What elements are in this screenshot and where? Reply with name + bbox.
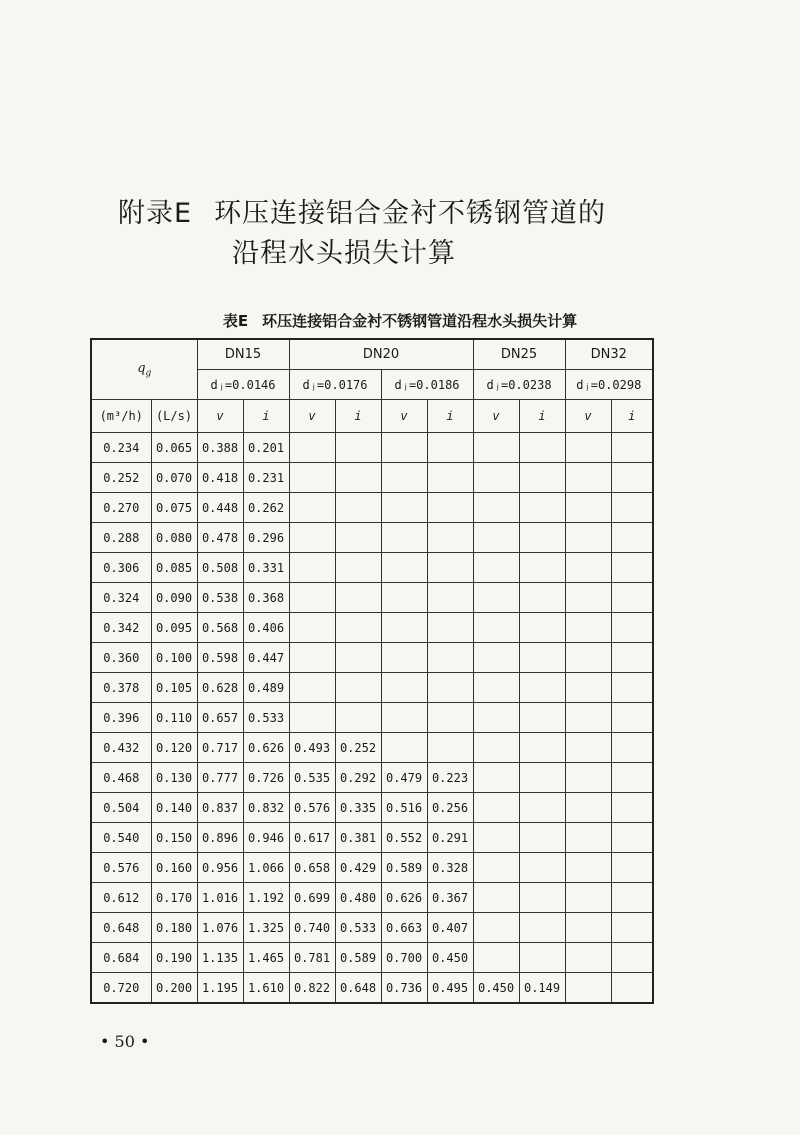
table-cell: 1.192 xyxy=(243,883,289,913)
table-cell: 0.130 xyxy=(151,763,197,793)
table-cell: 0.822 xyxy=(289,973,335,1004)
table-cell xyxy=(381,553,427,583)
table-cell xyxy=(611,673,653,703)
table-cell xyxy=(473,703,519,733)
table-cell: 0.480 xyxy=(335,883,381,913)
table-row xyxy=(91,493,653,523)
table-cell xyxy=(335,583,381,613)
table-cell: 0.717 xyxy=(197,733,243,763)
table-cell xyxy=(473,523,519,553)
table-cell xyxy=(565,493,611,523)
table-cell: 0.663 xyxy=(381,913,427,943)
table-row xyxy=(91,733,653,763)
table-cell xyxy=(335,523,381,553)
table-cell xyxy=(335,433,381,463)
table-cell: 0.617 xyxy=(289,823,335,853)
table-row xyxy=(91,943,653,973)
table-cell xyxy=(611,883,653,913)
table-cell xyxy=(611,793,653,823)
table-cell xyxy=(381,703,427,733)
header-row-groups xyxy=(91,339,653,370)
table-cell xyxy=(473,673,519,703)
table-cell xyxy=(289,463,335,493)
appendix-title xyxy=(118,196,606,273)
table-cell: 0.105 xyxy=(151,673,197,703)
table-cell xyxy=(565,793,611,823)
table-cell: 0.120 xyxy=(151,733,197,763)
table-cell: 0.170 xyxy=(151,883,197,913)
table-row xyxy=(91,793,653,823)
table-cell: 0.288 xyxy=(91,523,151,553)
col-v: v xyxy=(565,400,611,433)
table-cell: 0.396 xyxy=(91,703,151,733)
table-caption-label: 表E xyxy=(222,312,249,330)
table-cell xyxy=(565,433,611,463)
table-row xyxy=(91,433,653,463)
table-cell: 0.658 xyxy=(289,853,335,883)
table-cell xyxy=(473,493,519,523)
table-cell: 0.223 xyxy=(427,763,473,793)
table-cell: 0.508 xyxy=(197,553,243,583)
appendix-label: 附录E xyxy=(118,198,193,229)
header-row-units xyxy=(91,400,653,433)
table-cell xyxy=(381,433,427,463)
table-cell: 0.378 xyxy=(91,673,151,703)
table-cell: 0.568 xyxy=(197,613,243,643)
table-cell xyxy=(335,553,381,583)
table-cell xyxy=(381,613,427,643)
table-cell: 0.495 xyxy=(427,973,473,1004)
table-cell: 0.296 xyxy=(243,523,289,553)
table-cell: 0.231 xyxy=(243,463,289,493)
table-cell xyxy=(473,913,519,943)
table-cell: 1.076 xyxy=(197,913,243,943)
table-cell xyxy=(335,673,381,703)
table-cell: 0.700 xyxy=(381,943,427,973)
header-dn15: DN15 xyxy=(197,339,289,370)
table-cell xyxy=(519,853,565,883)
table-cell xyxy=(611,733,653,763)
table-cell xyxy=(519,673,565,703)
table-cell: 1.066 xyxy=(243,853,289,883)
table-caption-text: 环压连接铝合金衬不锈钢管道沿程水头损失计算 xyxy=(262,312,578,330)
table-cell: 0.368 xyxy=(243,583,289,613)
table-cell xyxy=(519,463,565,493)
table-cell: 1.135 xyxy=(197,943,243,973)
table-cell: 0.270 xyxy=(91,493,151,523)
table-cell: 0.432 xyxy=(91,733,151,763)
table-cell xyxy=(519,643,565,673)
table-cell: 1.610 xyxy=(243,973,289,1004)
table-cell: 0.576 xyxy=(91,853,151,883)
table-cell xyxy=(473,583,519,613)
table-cell xyxy=(611,823,653,853)
table-cell xyxy=(427,613,473,643)
table-cell: 0.589 xyxy=(335,943,381,973)
table-cell: 0.447 xyxy=(243,643,289,673)
table-cell: 0.388 xyxy=(197,433,243,463)
table-cell xyxy=(289,703,335,733)
table-cell xyxy=(381,673,427,703)
table-cell: 0.832 xyxy=(243,793,289,823)
table-cell xyxy=(335,493,381,523)
col-v: v xyxy=(473,400,519,433)
table-cell: 0.252 xyxy=(91,463,151,493)
table-cell: 0.489 xyxy=(243,673,289,703)
table-cell: 0.140 xyxy=(151,793,197,823)
table-cell xyxy=(519,883,565,913)
table-cell: 0.180 xyxy=(151,913,197,943)
table-cell xyxy=(565,973,611,1004)
table-cell xyxy=(611,853,653,883)
table-cell xyxy=(427,553,473,583)
table-cell: 0.292 xyxy=(335,763,381,793)
table-cell xyxy=(289,553,335,583)
table-cell: 0.493 xyxy=(289,733,335,763)
table-cell xyxy=(473,763,519,793)
table-cell: 0.504 xyxy=(91,793,151,823)
table-cell: 0.075 xyxy=(151,493,197,523)
table-cell: 0.407 xyxy=(427,913,473,943)
table-cell xyxy=(519,613,565,643)
table-cell xyxy=(289,643,335,673)
table-cell xyxy=(565,763,611,793)
table-cell: 0.956 xyxy=(197,853,243,883)
table-row xyxy=(91,763,653,793)
table-cell: 1.325 xyxy=(243,913,289,943)
table-cell: 0.150 xyxy=(151,823,197,853)
table-cell xyxy=(381,493,427,523)
table-row xyxy=(91,463,653,493)
table-cell: 0.533 xyxy=(243,703,289,733)
table-cell: 0.946 xyxy=(243,823,289,853)
table-cell: 0.736 xyxy=(381,973,427,1004)
diameter-dn20-b: dⱼ=0.0186 xyxy=(381,370,473,400)
page-number: • 50 • xyxy=(100,1032,150,1051)
table-row xyxy=(91,973,653,1004)
table-cell xyxy=(381,583,427,613)
table-cell: 0.684 xyxy=(91,943,151,973)
table-cell: 0.342 xyxy=(91,613,151,643)
table-row xyxy=(91,613,653,643)
table-row xyxy=(91,673,653,703)
table-cell xyxy=(565,463,611,493)
table-cell: 0.406 xyxy=(243,613,289,643)
table-cell: 0.535 xyxy=(289,763,335,793)
table-cell xyxy=(519,433,565,463)
table-cell: 0.360 xyxy=(91,643,151,673)
table-cell: 0.110 xyxy=(151,703,197,733)
table-cell xyxy=(611,973,653,1004)
table-cell: 0.256 xyxy=(427,793,473,823)
table-cell xyxy=(611,433,653,463)
table-cell xyxy=(565,943,611,973)
table-cell: 0.080 xyxy=(151,523,197,553)
diameter-dn20-a: dⱼ=0.0176 xyxy=(289,370,381,400)
table-cell xyxy=(473,823,519,853)
table-cell xyxy=(611,523,653,553)
table-row xyxy=(91,523,653,553)
header-qg: $q_g$ xyxy=(91,339,197,400)
col-i: i xyxy=(611,400,653,433)
table-cell: 0.626 xyxy=(381,883,427,913)
col-i: i xyxy=(335,400,381,433)
table-cell xyxy=(611,703,653,733)
table-cell: 0.538 xyxy=(197,583,243,613)
header-dn20: DN20 xyxy=(289,339,473,370)
table-cell: 0.100 xyxy=(151,643,197,673)
table-cell: 0.657 xyxy=(197,703,243,733)
table-cell xyxy=(289,613,335,643)
table-cell xyxy=(565,673,611,703)
table-cell: 0.160 xyxy=(151,853,197,883)
table-row xyxy=(91,643,653,673)
table-cell: 0.896 xyxy=(197,823,243,853)
table-cell: 0.628 xyxy=(197,673,243,703)
table-row xyxy=(91,823,653,853)
table-cell xyxy=(427,523,473,553)
table-cell xyxy=(565,913,611,943)
table-cell xyxy=(289,523,335,553)
table-cell xyxy=(427,463,473,493)
table-cell: 0.699 xyxy=(289,883,335,913)
table-cell xyxy=(565,883,611,913)
table-cell: 0.324 xyxy=(91,583,151,613)
table-cell xyxy=(427,703,473,733)
table-cell xyxy=(427,673,473,703)
table-cell: 0.306 xyxy=(91,553,151,583)
table-cell xyxy=(381,733,427,763)
table-cell: 0.589 xyxy=(381,853,427,883)
col-i: i xyxy=(519,400,565,433)
table-cell xyxy=(289,493,335,523)
col-v: v xyxy=(197,400,243,433)
table-cell: 0.367 xyxy=(427,883,473,913)
table-cell: 0.478 xyxy=(197,523,243,553)
table-cell xyxy=(519,553,565,583)
table-cell xyxy=(611,763,653,793)
table-cell: 0.598 xyxy=(197,643,243,673)
table-cell xyxy=(611,493,653,523)
table-cell: 0.740 xyxy=(289,913,335,943)
table-cell: 0.648 xyxy=(335,973,381,1004)
table-cell xyxy=(473,943,519,973)
table-cell xyxy=(519,913,565,943)
header-dn32: DN32 xyxy=(565,339,653,370)
table-cell xyxy=(473,853,519,883)
appendix-title-line2: 沿程水头损失计算 xyxy=(232,238,456,270)
table-cell xyxy=(565,523,611,553)
table-cell xyxy=(519,793,565,823)
table-cell: 0.448 xyxy=(197,493,243,523)
table-cell: 1.465 xyxy=(243,943,289,973)
table-cell xyxy=(335,613,381,643)
table-cell xyxy=(335,643,381,673)
table-cell xyxy=(519,523,565,553)
table-cell xyxy=(519,583,565,613)
table-cell: 0.291 xyxy=(427,823,473,853)
table-cell xyxy=(289,433,335,463)
table-cell xyxy=(473,733,519,763)
table-cell xyxy=(427,583,473,613)
table-row xyxy=(91,583,653,613)
diameter-dn32: dⱼ=0.0298 xyxy=(565,370,653,400)
unit-ls: (L/s) xyxy=(151,400,197,433)
table-cell: 0.090 xyxy=(151,583,197,613)
table-cell xyxy=(519,703,565,733)
diameter-dn15: dⱼ=0.0146 xyxy=(197,370,289,400)
table-cell xyxy=(611,913,653,943)
table-cell: 0.335 xyxy=(335,793,381,823)
table-cell xyxy=(611,643,653,673)
table-cell xyxy=(611,613,653,643)
appendix-title-line1: 附录E 环压连接铝合金衬不锈钢管道的 xyxy=(118,198,607,229)
table-cell: 0.331 xyxy=(243,553,289,583)
table-cell xyxy=(335,463,381,493)
table-cell: 0.429 xyxy=(335,853,381,883)
table-cell xyxy=(519,493,565,523)
table-cell xyxy=(565,613,611,643)
table-cell xyxy=(473,793,519,823)
table-cell xyxy=(289,583,335,613)
table-cell xyxy=(473,643,519,673)
table-cell: 0.720 xyxy=(91,973,151,1004)
table-row xyxy=(91,553,653,583)
table-cell: 0.381 xyxy=(335,823,381,853)
table-cell xyxy=(565,643,611,673)
table-cell: 0.262 xyxy=(243,493,289,523)
table-cell xyxy=(565,583,611,613)
table-cell xyxy=(427,493,473,523)
table-cell: 0.540 xyxy=(91,823,151,853)
table-cell: 0.479 xyxy=(381,763,427,793)
table-cell: 0.418 xyxy=(197,463,243,493)
table-cell: 0.190 xyxy=(151,943,197,973)
table-cell xyxy=(611,463,653,493)
header-dn25: DN25 xyxy=(473,339,565,370)
table-row xyxy=(91,883,653,913)
diameter-dn25: dⱼ=0.0238 xyxy=(473,370,565,400)
table-cell: 0.065 xyxy=(151,433,197,463)
table-cell: 0.516 xyxy=(381,793,427,823)
table-cell: 0.070 xyxy=(151,463,197,493)
table-cell: 0.200 xyxy=(151,973,197,1004)
table-cell xyxy=(565,823,611,853)
table-cell xyxy=(473,463,519,493)
table-cell xyxy=(289,673,335,703)
table-cell: 0.149 xyxy=(519,973,565,1004)
unit-m3h: (m³/h) xyxy=(91,400,151,433)
table-row xyxy=(91,853,653,883)
table-cell xyxy=(381,523,427,553)
table-cell: 0.648 xyxy=(91,913,151,943)
table-caption xyxy=(0,310,800,331)
table-cell xyxy=(427,733,473,763)
table-cell xyxy=(519,733,565,763)
table-cell: 0.468 xyxy=(91,763,151,793)
table-cell: 0.837 xyxy=(197,793,243,823)
table-cell xyxy=(473,613,519,643)
table-cell: 0.533 xyxy=(335,913,381,943)
table-cell: 0.201 xyxy=(243,433,289,463)
table-cell: 0.252 xyxy=(335,733,381,763)
col-i: i xyxy=(243,400,289,433)
table-cell: 0.626 xyxy=(243,733,289,763)
table-row xyxy=(91,703,653,733)
table-cell xyxy=(519,943,565,973)
table-cell: 0.777 xyxy=(197,763,243,793)
table-row xyxy=(91,913,653,943)
table-cell xyxy=(565,853,611,883)
table-cell: 0.781 xyxy=(289,943,335,973)
table-cell xyxy=(611,553,653,583)
col-v: v xyxy=(381,400,427,433)
table-cell: 0.234 xyxy=(91,433,151,463)
col-i: i xyxy=(427,400,473,433)
table-cell xyxy=(427,433,473,463)
table-cell xyxy=(335,703,381,733)
table-cell xyxy=(565,733,611,763)
table-cell xyxy=(473,433,519,463)
table-cell: 0.095 xyxy=(151,613,197,643)
table-cell xyxy=(381,643,427,673)
table-cell xyxy=(519,823,565,853)
table-cell xyxy=(611,943,653,973)
table-cell xyxy=(473,553,519,583)
table-cell: 1.195 xyxy=(197,973,243,1004)
table-cell: 0.450 xyxy=(473,973,519,1004)
table-cell xyxy=(427,643,473,673)
table-cell: 1.016 xyxy=(197,883,243,913)
table-cell xyxy=(565,703,611,733)
table-cell: 0.576 xyxy=(289,793,335,823)
table-cell: 0.612 xyxy=(91,883,151,913)
table-cell: 0.552 xyxy=(381,823,427,853)
table-cell: 0.328 xyxy=(427,853,473,883)
table-cell: 0.450 xyxy=(427,943,473,973)
table-cell: 0.726 xyxy=(243,763,289,793)
table-cell xyxy=(473,883,519,913)
table-cell: 0.085 xyxy=(151,553,197,583)
head-loss-table xyxy=(90,338,654,1004)
col-v: v xyxy=(289,400,335,433)
table-cell xyxy=(611,583,653,613)
table-cell xyxy=(519,763,565,793)
table-cell xyxy=(381,463,427,493)
table-cell xyxy=(565,553,611,583)
